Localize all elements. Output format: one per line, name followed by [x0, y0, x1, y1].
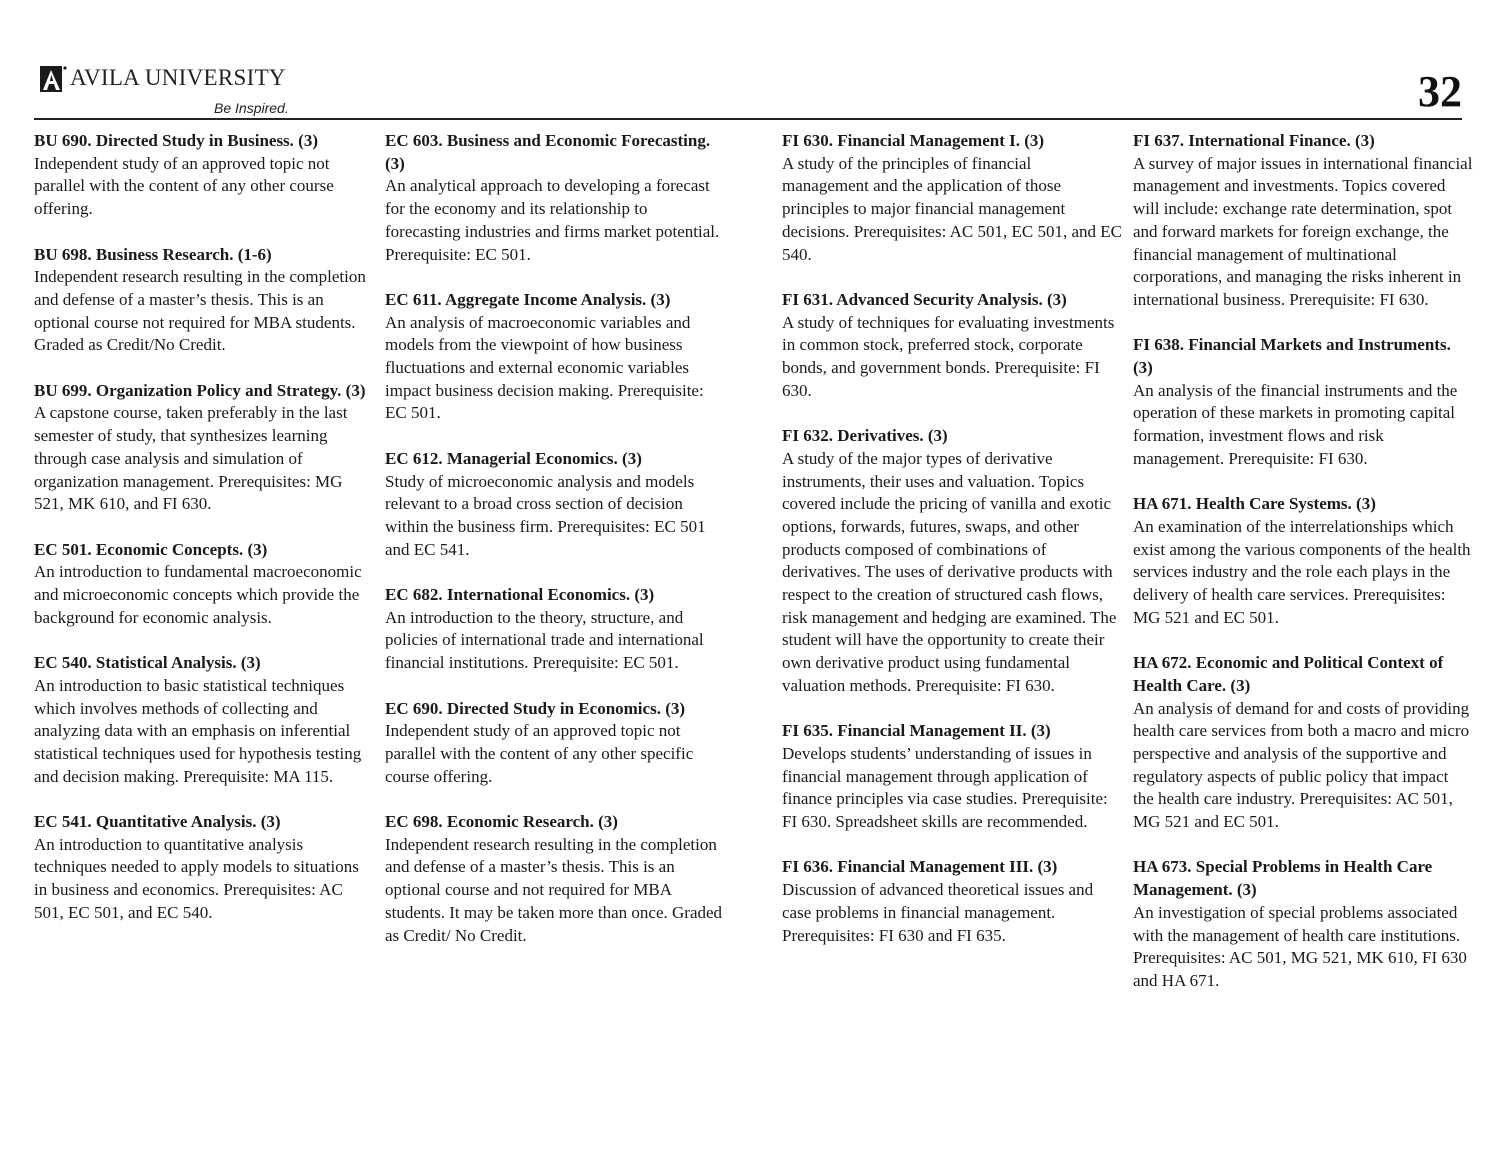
course-description: An investigation of special problems associated with the management of health care institutions. Prerequisites: AC 501, MG 521, MK 610, FI 630 and HA 671. [1133, 902, 1467, 990]
course-entry [1133, 334, 1473, 470]
university-name: AVILA UNIVERSITY [70, 65, 286, 90]
course-title: EC 611. Aggregate Income Analysis. (3) [385, 289, 671, 309]
course-description: A study of the principles of financial management and the application of those principles to major financial management decisions. Prerequisites: AC 501, EC 501, and EC 540. [782, 153, 1122, 264]
course-title: FI 631. Advanced Security Analysis. (3) [782, 289, 1067, 309]
course-description: Independent research resulting in the completion and defense of a master’s thesis. This is an optional course and not required for MBA students. It may be taken more than once. Graded as Credit/ No Credit. [385, 834, 723, 945]
course-title: EC 541. Quantitative Analysis. (3) [34, 812, 281, 832]
course-entry [782, 720, 1122, 834]
course-entry [34, 539, 374, 630]
course-entry [782, 130, 1122, 266]
course-description: Develops students’ understanding of issues in financial management through application of finance principles via case studies. Prerequisite: FI 630. Spreadsheet skills are recommended. [782, 743, 1108, 832]
course-entry [782, 856, 1122, 947]
course-entry [34, 130, 374, 221]
course-entry [385, 289, 725, 425]
course-title: BU 690. Directed Study in Business. (3) [34, 131, 318, 150]
course-entry [34, 652, 374, 788]
course-description: An analytical approach to developing a forecast for the economy and its relationship to forecasting industries and firms market potential. Prerequisite: EC 501. [385, 176, 720, 264]
course-title: EC 682. International Economics. (3) [385, 585, 655, 605]
course-entry [1133, 652, 1473, 834]
course-column-3 [782, 130, 1122, 970]
course-title: EC 501. Economic Concepts. (3) [34, 539, 268, 559]
course-description: Independent study of an approved topic not parallel with the content of any other course offering. [34, 153, 334, 219]
course-title: HA 673. Special Problems in Health Care Management. (3) [1133, 857, 1433, 900]
course-description: An introduction to fundamental macroeconomic and microeconomic concepts which provide the background for economic analysis. [34, 562, 362, 627]
course-entry [34, 811, 374, 925]
course-title: HA 671. Health Care Systems. (3) [1133, 494, 1376, 514]
course-entry [34, 380, 374, 516]
course-entry [782, 289, 1122, 403]
page-number: 32 [1418, 67, 1462, 116]
course-title: EC 698. Economic Research. (3) [385, 812, 618, 832]
course-entry [1133, 856, 1473, 992]
course-title: FI 630. Financial Management I. (3) [782, 131, 1045, 150]
course-entry [385, 584, 725, 675]
course-description: A study of techniques for evaluating investments in common stock, preferred stock, corporate bonds, and government bonds. Prerequisite: FI 630. [782, 312, 1115, 400]
course-description: Independent research resulting in the completion and defense of a master’s thesis. This is an optional course not required for MBA students. Graded as Credit/No Credit. [34, 267, 366, 355]
course-description: Discussion of advanced theoretical issues and case problems in financial management. Prerequisites: FI 630 and FI 635. [782, 880, 1094, 945]
course-entry [1133, 493, 1473, 629]
course-title: HA 672. Economic and Political Context of Health Care. (3) [1133, 653, 1444, 695]
course-description: A survey of major issues in international financial management and investments. Topics covered will include: exchange rate determination, spot and forward markets for foreign exchange, the financial management of multinational corporations, and managing the risks inherent in international business. Prerequisite: FI 630. [1133, 153, 1473, 309]
course-entry [385, 811, 725, 947]
course-description: A capstone course, taken preferably in the last semester of study, that synthesizes learning through case analysis and simulation of organization management. Prerequisites: MG 521, MK 610, and FI 630. [34, 403, 348, 514]
course-description: Study of microeconomic analysis and models relevant to a broad cross section of decision within the business firm. Prerequisites: EC 501 and EC 541. [385, 471, 706, 559]
avila-a-icon [38, 64, 68, 94]
course-title: EC 612. Managerial Economics. (3) [385, 448, 642, 468]
course-column-4 [1133, 130, 1473, 1015]
course-entry [782, 425, 1122, 697]
course-title: FI 638. Financial Markets and Instruments. (3) [1133, 335, 1451, 378]
course-description: An introduction to basic statistical techniques which involves methods of collecting and analyzing data with an emphasis on inferential statistical techniques used for hypothesis testing and decision making. Prerequisite: MA 115. [34, 675, 362, 786]
page-header [34, 58, 1462, 120]
course-title: FI 632. Derivatives. (3) [782, 426, 948, 446]
course-description: An analysis of the financial instruments and the operation of these markets in promoting capital formation, investment flows and risk management. Prerequisite: FI 630. [1133, 380, 1458, 468]
course-entry [1133, 130, 1473, 312]
course-entry [385, 698, 725, 789]
course-description: An analysis of macroeconomic variables and models from the viewpoint of how business fluctuations and external economic variables impact business decision making. Prerequisite: EC 501. [385, 312, 704, 423]
course-description: An examination of the interrelationships which exist among the various components of the health services industry and the role each plays in the delivery of health care services. Prerequisites: MG 521 and EC 501. [1133, 516, 1471, 627]
course-title: EC 690. Directed Study in Economics. (3) [385, 698, 686, 718]
course-description: An analysis of demand for and costs of providing health care services from both a macro and micro perspective and analysis of the supportive and regulatory aspects of public policy that impact the health care industry. Prerequisites: AC 501, MG 521 and EC 501. [1133, 698, 1470, 832]
course-title: BU 699. Organization Policy and Strategy. (3) [34, 380, 366, 400]
course-entry [385, 448, 725, 562]
course-title: BU 698. Business Research. (1-6) [34, 244, 272, 264]
course-entry [34, 244, 374, 358]
course-column-1 [34, 130, 374, 947]
course-description: An introduction to quantitative analysis techniques needed to apply models to situations in business and economics. Prerequisites: AC 501, EC 501, and EC 540. [34, 834, 359, 922]
course-title: FI 636. Financial Management III. (3) [782, 857, 1058, 877]
university-tagline: Be Inspired. [214, 100, 289, 116]
course-title: EC 540. Statistical Analysis. (3) [34, 653, 261, 673]
course-title: FI 637. International Finance. (3) [1133, 131, 1375, 150]
course-description: A study of the major types of derivative instruments, their uses and valuation. Topics covered include the pricing of vanilla and exotic options, forwards, futures, swaps, and other products composed of combinations of derivatives. The uses of derivative products with respect to the creation of structured cash flows, risk management and hedging are examined. The student will have the opportunity to create their own derivative product using fundamental valuation methods. Prerequisite: FI 630. [782, 448, 1117, 695]
course-title: EC 603. Business and Economic Forecasting. (3) [385, 131, 711, 173]
university-logo [38, 62, 298, 118]
course-column-2 [385, 130, 725, 970]
course-entry [385, 130, 725, 266]
course-description: Independent study of an approved topic not parallel with the content of any other specific course offering. [385, 721, 694, 786]
course-title: FI 635. Financial Management II. (3) [782, 721, 1051, 741]
course-description: An introduction to the theory, structure, and policies of international trade and international financial institutions. Prerequisite: EC 501. [385, 607, 704, 673]
